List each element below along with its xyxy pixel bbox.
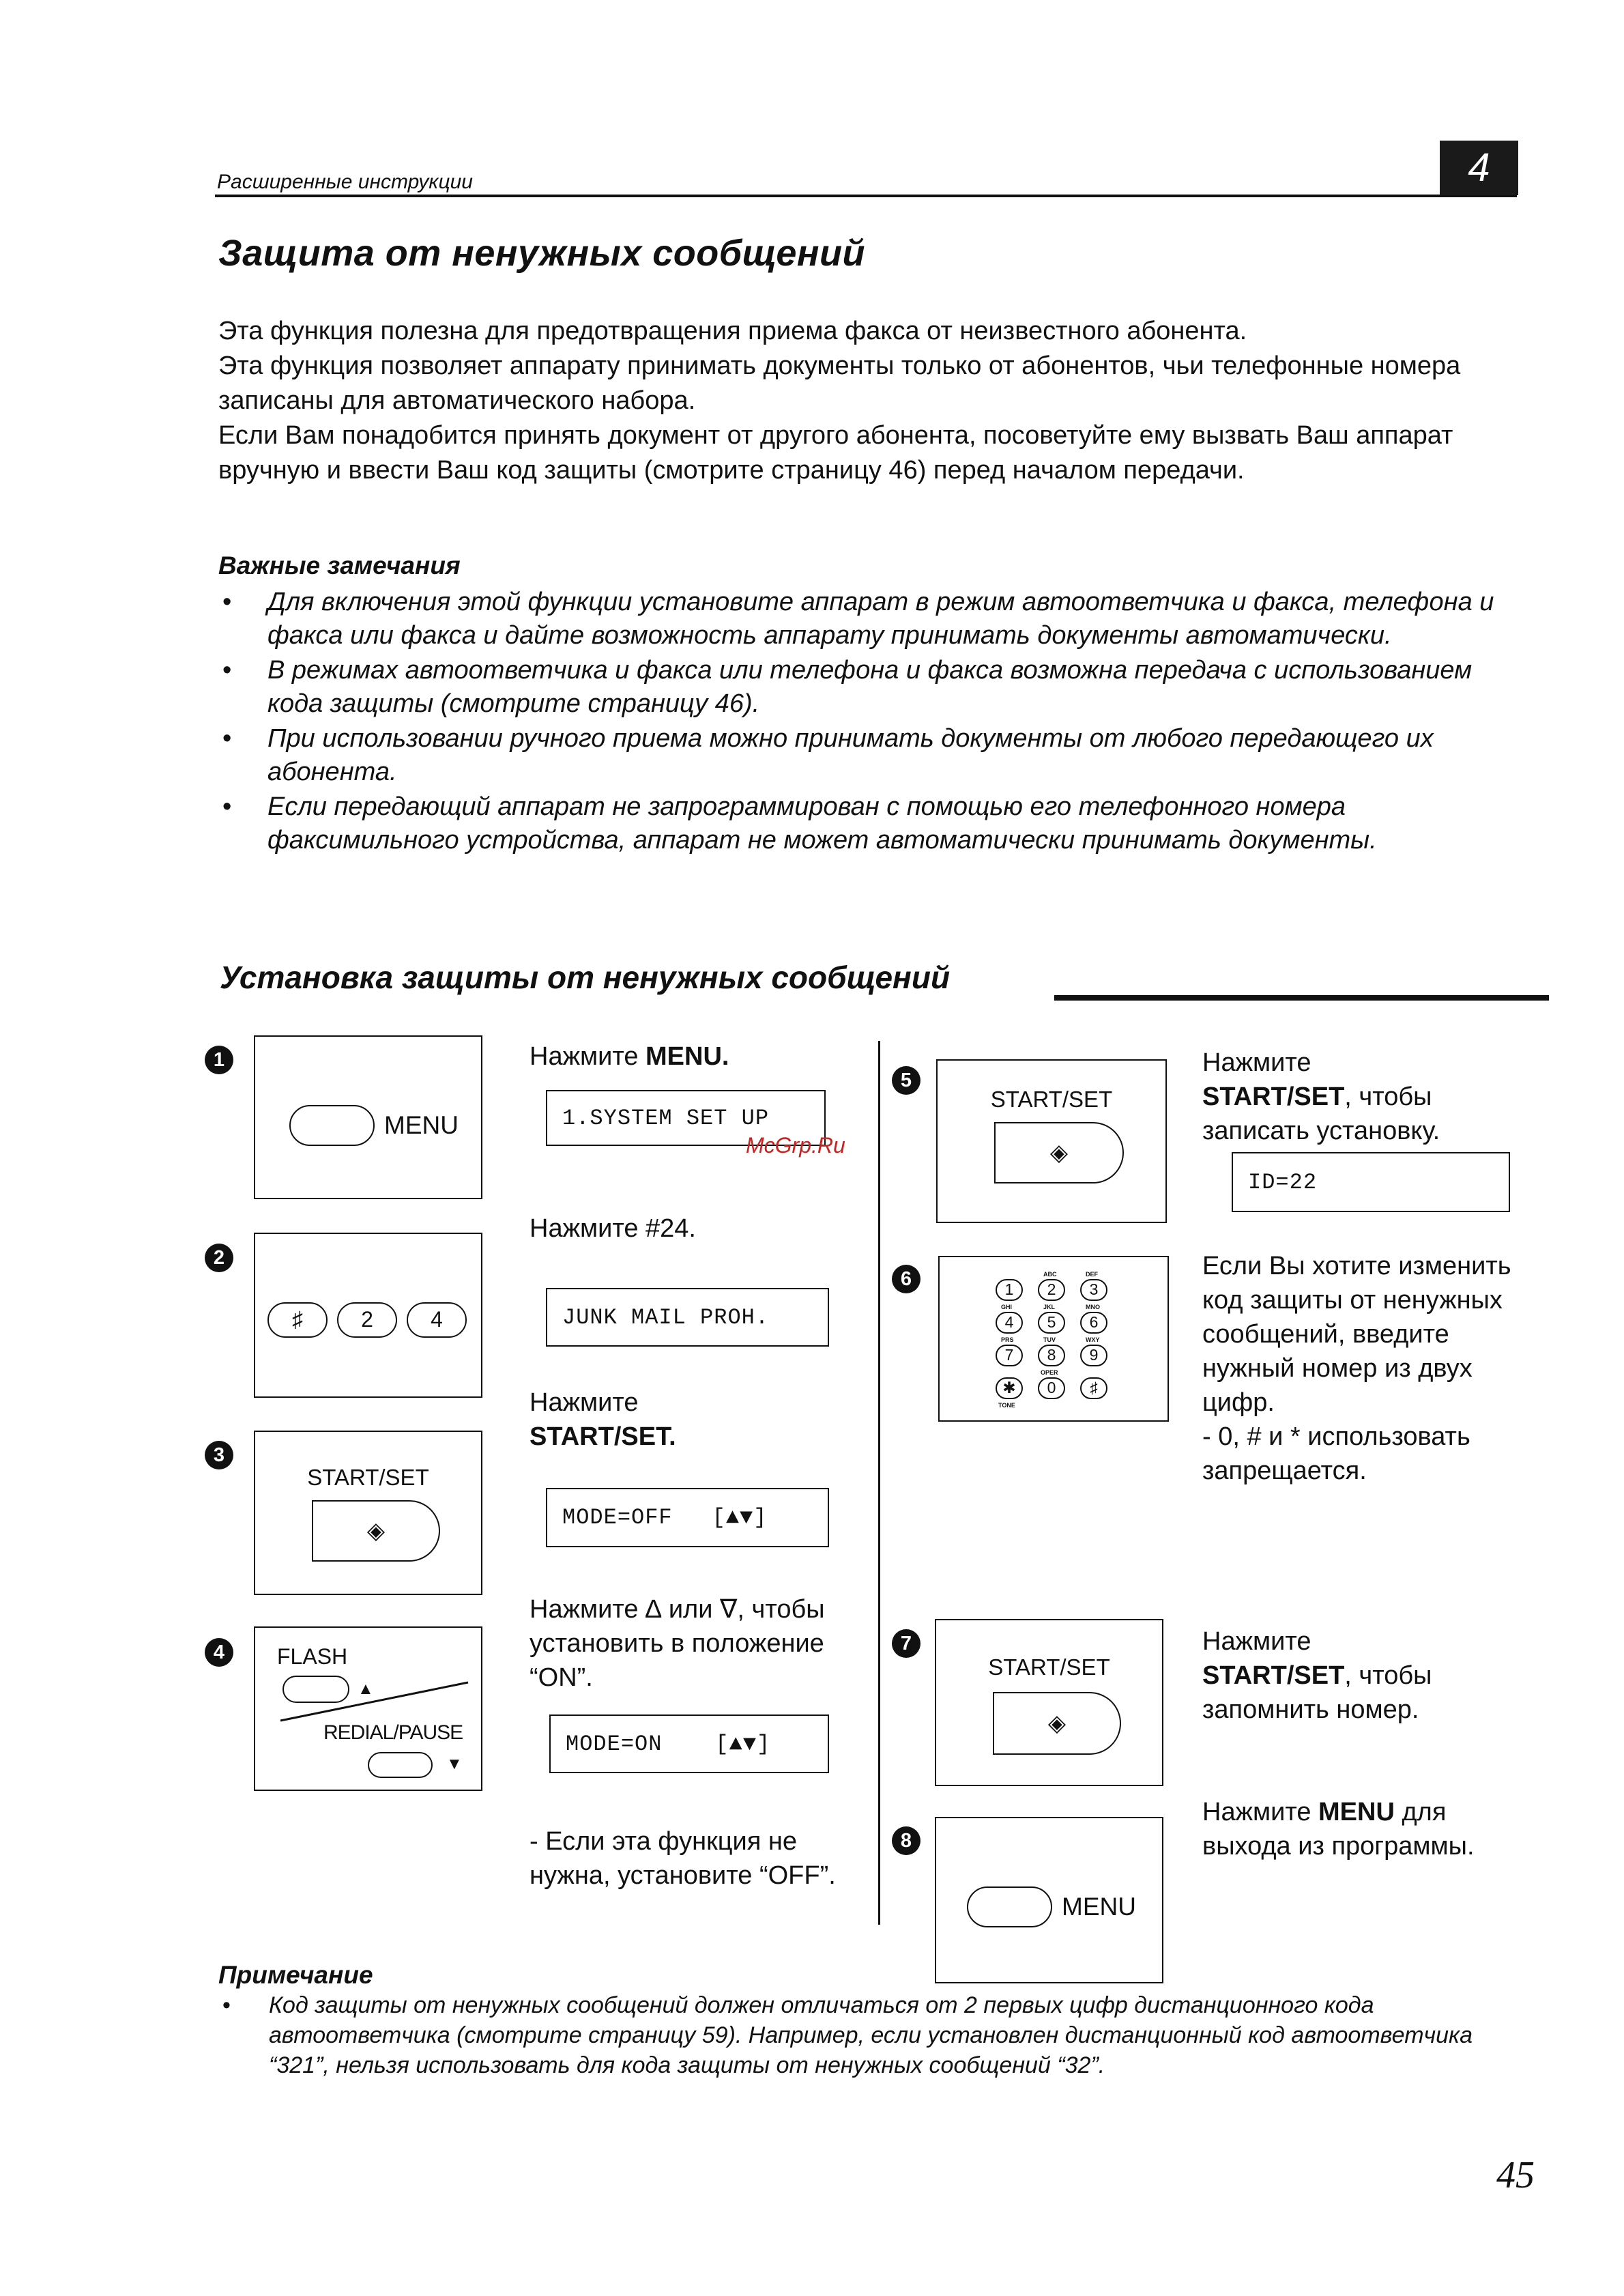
lcd-display-4 [549,1714,829,1773]
step-4-extra: - Если эта функция не нужна, установите “OFF”. [530,1827,836,1890]
step-7-text-rest: , чтобы запомнить номер. [1202,1661,1432,1724]
flash-redial-panel [254,1626,482,1791]
footnote-item: • Код защиты от ненужных сообщений должен отличаться от 2 первых цифр дистанционного кода автоответчика (смотрите страницу 59). Например, если установлен дистанционный код автоответчика “321”, нельзя использовать для кода защиты от ненужных сообщений “32”. [218,1990,1535,2080]
lcd-arrows: [▲▼] [715,1731,771,1757]
intro-paragraph: Эта функция позволяет аппарату принимать документы только от абонентов, чьи телефонные номера записаны для автоматического набора. [218,351,1461,415]
step-8-text-bold: MENU [1318,1798,1395,1826]
step-number-3: 3 [205,1441,233,1469]
keypad-7[interactable]: 7 [996,1345,1023,1366]
start-set-key[interactable] [312,1500,440,1562]
start-set-key[interactable] [994,1122,1124,1183]
column-divider [878,1041,880,1925]
step-8-text-rest: для выхода из программы. [1202,1798,1475,1861]
keypad-caption: TUV [1043,1336,1056,1343]
step-2-text: Нажмите #24. [530,1214,696,1243]
page-number: 45 [1496,2154,1535,2196]
keypad-caption: GHI [1001,1304,1013,1310]
step-8-text-plain: Нажмите [1202,1798,1319,1826]
lcd-display-3 [546,1488,829,1547]
step-5-text [1202,1046,1523,1148]
keypad-5[interactable]: 5 [1038,1312,1065,1334]
start-set-key[interactable] [993,1692,1121,1755]
start-diamond-icon: ◈ [1047,1710,1067,1736]
menu-key-label: MENU [384,1111,459,1139]
keypad-0[interactable]: 0 [1038,1377,1065,1399]
step-8-text [1202,1795,1523,1863]
step-number-1: 1 [205,1046,233,1074]
chapter-badge: 4 [1440,141,1518,195]
keypad-caption: JKL [1043,1304,1056,1310]
step-7-text-plain: Нажмите [1202,1627,1311,1656]
numeric-keypad-panel [938,1256,1169,1422]
keypad-4[interactable]: 4 [996,1312,1023,1334]
menu-key-label: MENU [1062,1893,1136,1921]
down-arrow-icon: ▼ [446,1755,463,1773]
redial-pause-label: REDIAL/PAUSE [323,1721,463,1744]
start-diamond-icon: ◈ [1049,1140,1069,1166]
step-3-text-plain: Нажмите [530,1388,639,1417]
keypad-caption: OPER [1041,1369,1058,1376]
step-1-text [530,1039,729,1074]
start-diamond-icon: ◈ [366,1518,386,1544]
keypad-caption: TONE [998,1402,1015,1409]
keypad-star[interactable]: ✱ [996,1377,1023,1399]
redial-pause-key[interactable] [368,1752,433,1778]
section-title: Расширенные инструкции [217,171,473,193]
up-arrow-icon: ▲ [358,1680,374,1698]
note-item: • Если передающий аппарат не запрограммирован с помощью его телефонного номера факсимильного устройства, аппарат не может автоматически принимать документы. [218,790,1528,857]
step-6-instructions: Если Вы хотите изменить код защиты от ненужных сообщений, введите нужный номер из двух цифр. [1202,1252,1511,1417]
step-5-text-plain: Нажмите [1202,1048,1311,1077]
step-4-text: Нажмите ∆ или ∇, чтобы установить в положение “ON”. [530,1595,825,1692]
keypad-3[interactable]: 3 [1080,1279,1107,1301]
lcd-display-2: JUNK MAIL PROH. [546,1288,829,1347]
intro-paragraph: Если Вам понадобится принять документ от другого абонента, посоветуйте ему вызвать Ваш аппарат вручную и ввести Ваш код защиты (смотрите страницу 46) перед началом передачи. [218,421,1453,485]
setup-heading: Установка защиты от ненужных сообщений [220,960,951,995]
intro-text [218,314,1515,488]
step-3-text-bold: START/SET. [530,1422,676,1451]
keypad-9[interactable]: 9 [1080,1345,1107,1366]
keypad-caption: DEF [1086,1271,1098,1278]
lcd-display-5: ID=22 [1232,1152,1510,1212]
step-5-text-rest: , чтобы записать установку. [1202,1082,1440,1145]
lcd-mode-value: MODE=OFF [562,1505,673,1530]
start-set-panel [935,1619,1163,1786]
keypad-6[interactable]: 6 [1080,1312,1107,1334]
step-7-text-bold: START/SET [1202,1661,1345,1690]
watermark: McGrp.Ru [746,1133,845,1158]
start-set-panel [936,1059,1167,1223]
step-7-text [1202,1624,1523,1727]
menu-key-panel [935,1817,1163,1983]
keypad-2[interactable]: 2 [1038,1279,1065,1301]
flash-label: FLASH [277,1644,348,1669]
start-set-panel [254,1431,482,1595]
step-number-4: 4 [205,1638,233,1667]
step-1-text-plain: Нажмите [530,1042,646,1071]
menu-key[interactable] [289,1105,375,1146]
divider-diagonal [277,1677,472,1725]
menu-key-panel [254,1035,482,1199]
keypad-caption: ABC [1043,1271,1057,1278]
menu-key[interactable] [967,1886,1052,1927]
step-1-text-bold: MENU. [646,1042,729,1071]
keypad-8[interactable]: 8 [1038,1345,1065,1366]
step-number-7: 7 [892,1629,920,1658]
lcd-display-1: 1.SYSTEM SET UP [546,1090,826,1146]
keypad-caption: PRS [1001,1336,1014,1343]
note-item: • Для включения этой функции установите аппарат в режим автоответчика и факса, телефона и факса или факса и дайте возможность аппарату принимать документы автоматически. [218,586,1528,652]
notes-list [218,586,1528,859]
lcd-mode-value: MODE=ON [566,1731,663,1757]
digit-2-key[interactable]: 2 [337,1302,397,1338]
keypad-entry-panel [254,1233,482,1398]
footnote-list [218,1990,1535,2080]
step-number-5: 5 [892,1066,920,1095]
hash-key[interactable]: ♯ [267,1302,328,1338]
notes-heading: Важные замечания [218,551,461,579]
step-6-text [1202,1249,1523,1488]
header-rule [215,195,1517,197]
setup-heading-rule [1054,995,1549,1001]
keypad-caption: WXY [1086,1336,1100,1343]
step-number-6: 6 [892,1265,920,1293]
lcd-arrows: [▲▼] [712,1505,768,1530]
keypad-hash[interactable]: ♯ [1080,1377,1107,1399]
page-title: Защита от ненужных сообщений [218,233,865,274]
step-3-text [530,1386,676,1454]
start-set-label: START/SET [990,1087,1113,1112]
keypad-caption: MNO [1086,1304,1100,1310]
step-number-2: 2 [205,1244,233,1272]
note-item: • В режимах автоответчика и факса или телефона и факса возможна передача с использованием кода защиты (смотрите страницу 46). [218,654,1528,721]
footnote-heading: Примечание [218,1961,373,1989]
start-set-label: START/SET [307,1465,429,1490]
keypad-1[interactable]: 1 [996,1279,1023,1301]
note-item: • При использовании ручного приема можно принимать документы от любого передающего их абонента. [218,722,1528,789]
step-6-restriction: - 0, # и * использовать запрещается. [1202,1422,1470,1485]
step-5-text-bold: START/SET [1202,1082,1345,1111]
intro-paragraph: Эта функция полезна для предотвращения приема факса от неизвестного абонента. [218,317,1247,345]
digit-4-key[interactable]: 4 [407,1302,467,1338]
start-set-label: START/SET [988,1654,1110,1680]
step-number-8: 8 [892,1826,920,1855]
